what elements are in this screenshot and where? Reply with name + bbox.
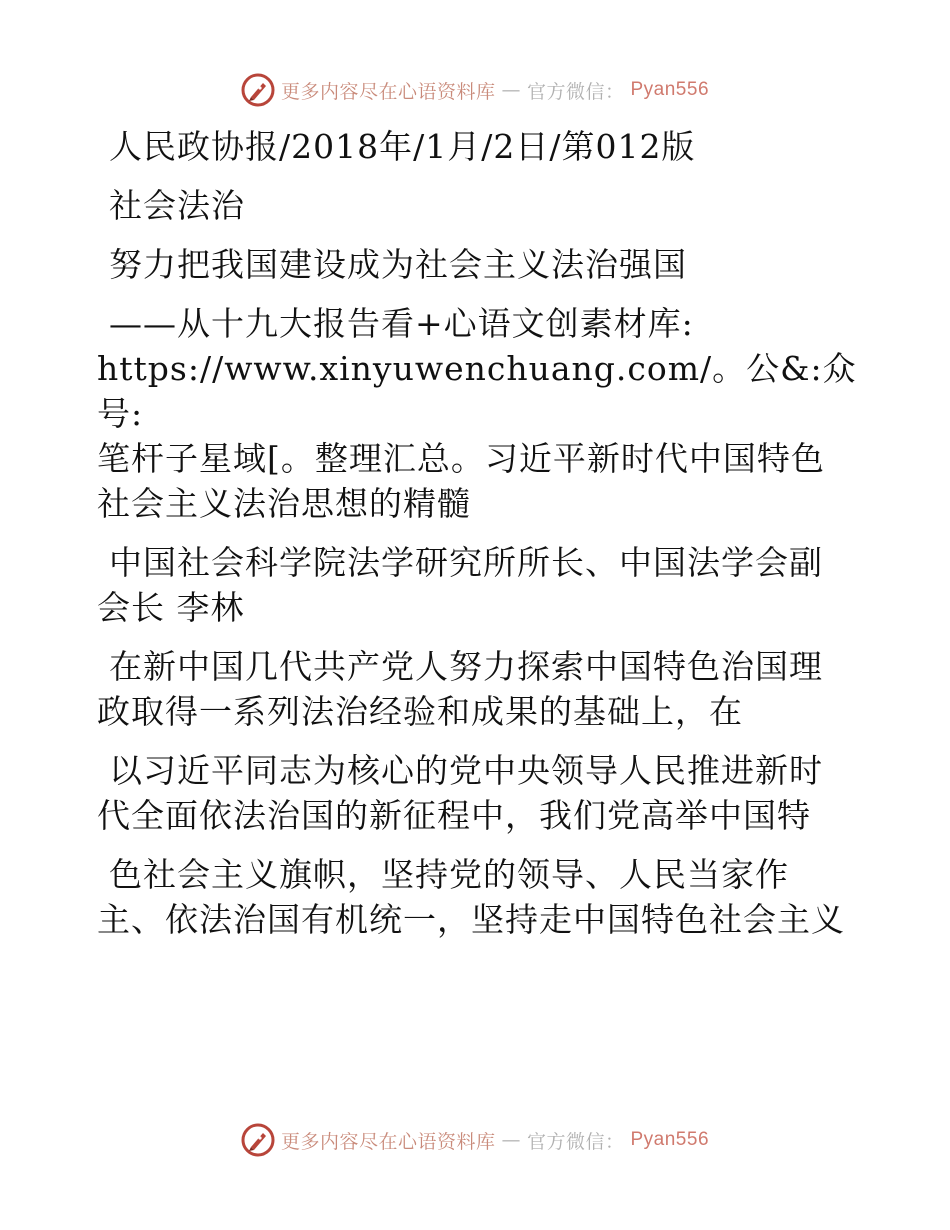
- text-line: https://www.xinyuwenchuang.com/。公&:众号:: [97, 349, 857, 433]
- fountain-pen-logo-icon: [241, 73, 275, 107]
- text-line: 以习近平同志为核心的党中央领导人民推进新时: [109, 751, 823, 790]
- watermark-header: [0, 70, 950, 110]
- article-subtitle: [97, 301, 857, 526]
- watermark-footer: [0, 1120, 950, 1160]
- text-line: 社会法治: [109, 186, 245, 225]
- text-line: 会长 李林: [97, 588, 245, 627]
- watermark-brand-text: 更多内容尽在心语资料库: [280, 1130, 496, 1153]
- source-line: [97, 124, 857, 169]
- watermark-dash: —: [501, 1129, 521, 1151]
- text-line: 政取得一系列法治经验和成果的基础上，在: [97, 692, 743, 731]
- text-line: 人民政协报/2018年/1月/2日/第012版: [109, 127, 696, 166]
- document-body: [97, 124, 857, 948]
- watermark-official-label: 官方微信：: [526, 1130, 625, 1153]
- text-line: 努力把我国建设成为社会主义法治强国: [109, 245, 687, 284]
- author-line: [97, 540, 857, 630]
- text-line: ——从十九大报告看+心语文创素材库:: [109, 304, 694, 343]
- text-line: 在新中国几代共产党人努力探索中国特色治国理: [109, 647, 823, 686]
- text-line: 主、依法治国有机统一，坚持走中国特色社会主义: [97, 900, 845, 939]
- body-paragraph: [97, 748, 857, 838]
- fountain-pen-logo-icon: [241, 1123, 275, 1157]
- text-line: 中国社会科学院法学研究所所长、中国法学会副: [109, 543, 823, 582]
- section-label: [97, 183, 857, 228]
- text-line: 色社会主义旗帜，坚持党的领导、人民当家作: [109, 855, 789, 894]
- watermark-wechat-id: Pyan556: [630, 79, 710, 100]
- watermark-dash: —: [501, 79, 521, 101]
- watermark-brand-text: 更多内容尽在心语资料库: [280, 80, 496, 103]
- article-title: [97, 242, 857, 287]
- body-paragraph: [97, 644, 857, 734]
- watermark-official-label: 官方微信：: [526, 80, 625, 103]
- watermark-wechat-id: Pyan556: [630, 1129, 710, 1150]
- text-line: 社会主义法治思想的精髓: [97, 484, 471, 523]
- text-line: 代全面依法治国的新征程中，我们党高举中国特: [97, 796, 811, 835]
- text-line: 笔杆子星域[。整理汇总。习近平新时代中国特色: [97, 439, 825, 478]
- body-paragraph: [97, 852, 857, 942]
